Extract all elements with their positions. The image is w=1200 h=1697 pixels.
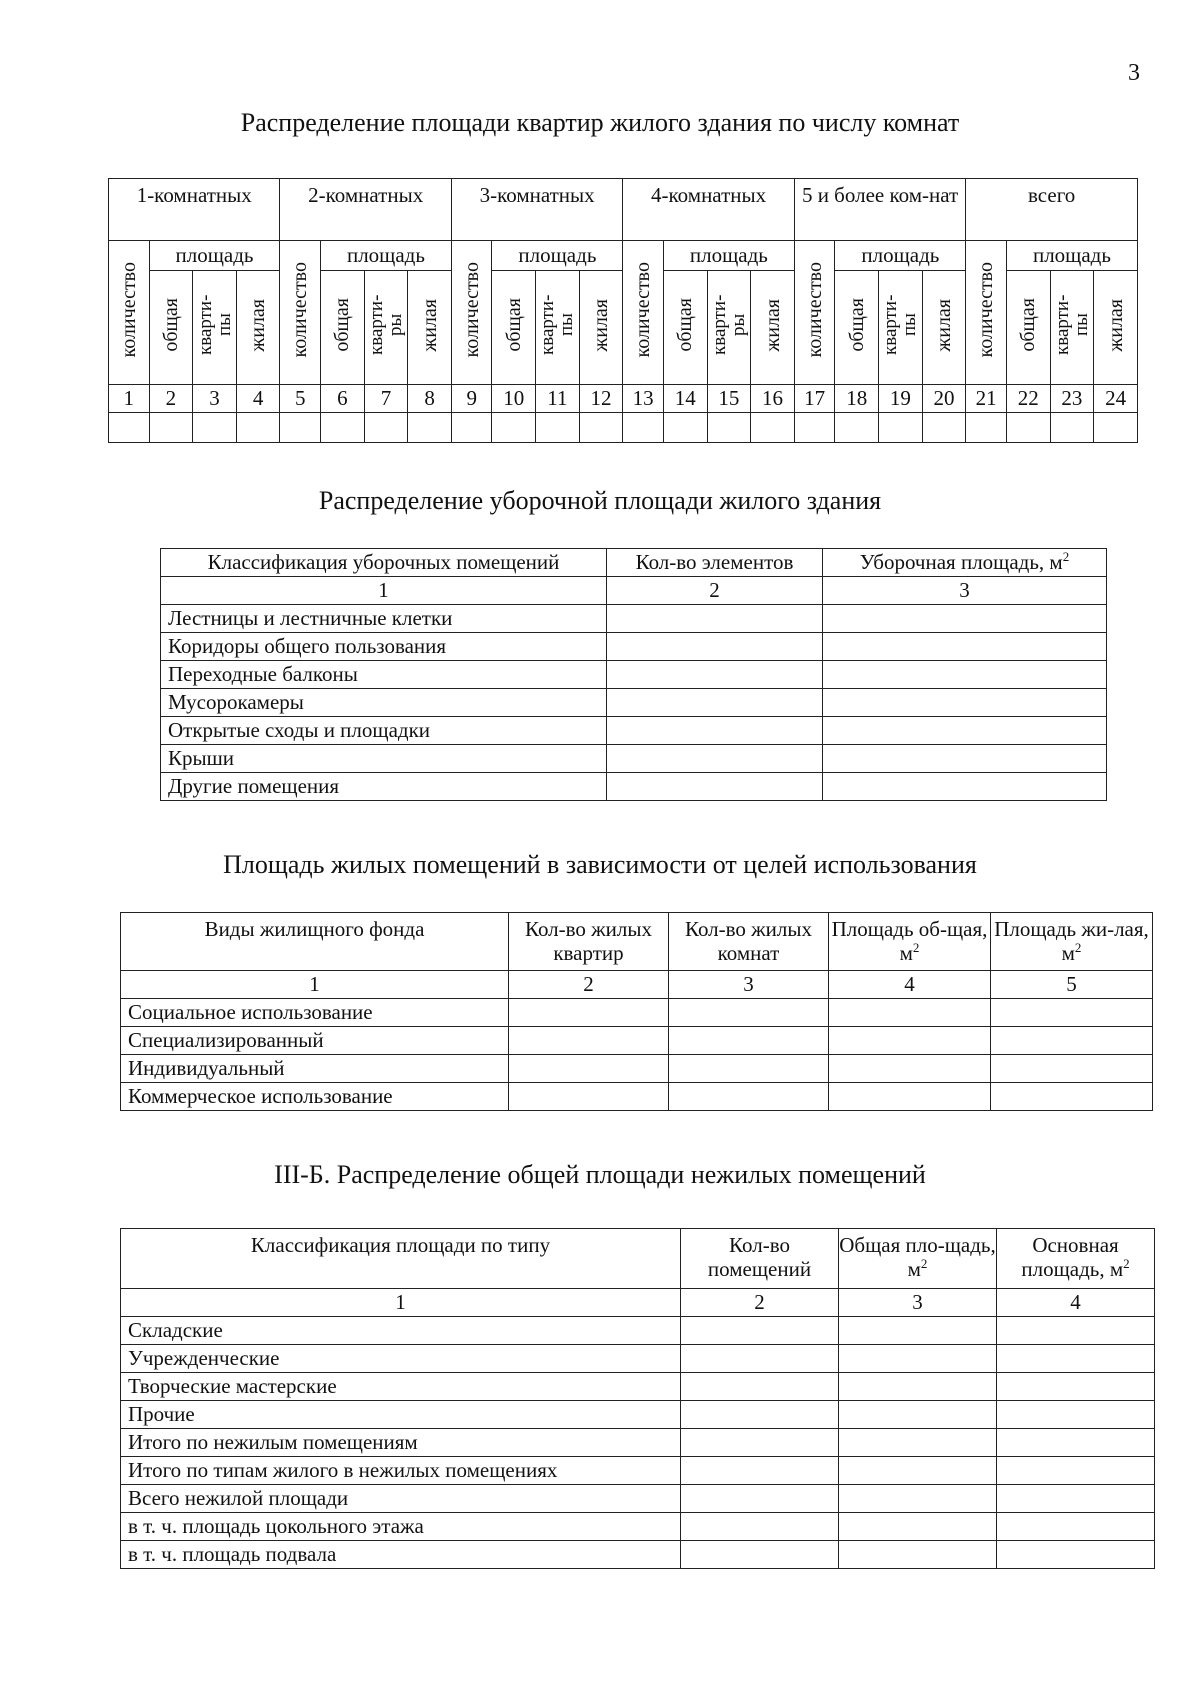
row-label: в т. ч. площадь подвала <box>121 1541 681 1569</box>
empty-cell <box>509 1083 669 1111</box>
column-number: 20 <box>922 385 966 413</box>
empty-cell <box>997 1513 1155 1541</box>
row-label: Коридоры общего пользования <box>161 633 607 661</box>
column-number: 2 <box>509 971 669 999</box>
empty-cell <box>669 1055 829 1083</box>
count-header: количество <box>966 241 1007 385</box>
column-number: 6 <box>321 385 365 413</box>
empty-cell <box>536 413 580 443</box>
column-number: 23 <box>1050 385 1094 413</box>
row-label: Всего нежилой площади <box>121 1485 681 1513</box>
column-number: 3 <box>823 577 1107 605</box>
area-subheader: общая <box>1006 271 1050 385</box>
area-subheader: кварти-пы <box>536 271 580 385</box>
row-label: Индивидуальный <box>121 1055 509 1083</box>
empty-cell <box>823 773 1107 801</box>
table2-title: Распределение уборочной площади жилого здания <box>318 486 882 515</box>
table-row <box>161 745 1107 773</box>
empty-cell <box>408 413 452 443</box>
column-number: 9 <box>451 385 492 413</box>
row-label: Специализированный <box>121 1027 509 1055</box>
group-header: 1-комнатных <box>109 179 280 241</box>
empty-cell <box>509 1027 669 1055</box>
empty-cell <box>839 1541 997 1569</box>
empty-cell <box>839 1401 997 1429</box>
header-cell: Кол-во помещений <box>681 1229 839 1289</box>
table-row <box>121 1485 1155 1513</box>
table-row <box>121 1541 1155 1569</box>
column-number: 18 <box>835 385 879 413</box>
empty-cell <box>193 413 237 443</box>
empty-cell <box>823 745 1107 773</box>
header-cell: Классификация площади по типу <box>121 1229 681 1289</box>
area-subheader: жилая <box>236 271 280 385</box>
area-subheader: кварти-ры <box>707 271 751 385</box>
column-number: 3 <box>193 385 237 413</box>
header-cell: Общая пло-щадь, $м^2$ <box>839 1229 997 1289</box>
count-header: количество <box>623 241 664 385</box>
empty-cell <box>607 661 823 689</box>
empty-cell <box>669 1083 829 1111</box>
empty-cell <box>681 1485 839 1513</box>
table3-title: Площадь жилых помещений в зависимости от целей использования <box>223 850 977 879</box>
empty-cell <box>997 1401 1155 1429</box>
count-header: количество <box>280 241 321 385</box>
area-subheader: кварти-ры <box>364 271 408 385</box>
empty-cell <box>835 413 879 443</box>
empty-cell <box>681 1373 839 1401</box>
row-label: Переходные балконы <box>161 661 607 689</box>
table-row <box>121 1401 1155 1429</box>
column-number: 1 <box>121 1289 681 1317</box>
empty-cell <box>509 1055 669 1083</box>
column-number: 3 <box>839 1289 997 1317</box>
table-row <box>161 661 1107 689</box>
area-subheader: жилая <box>1094 271 1138 385</box>
group-header: 3-комнатных <box>451 179 622 241</box>
table-row <box>121 1083 1153 1111</box>
column-number: 1 <box>161 577 607 605</box>
group-header: 5 и более ком-нат <box>794 179 966 241</box>
area-subheader: общая <box>835 271 879 385</box>
empty-cell <box>794 413 835 443</box>
empty-cell <box>751 413 795 443</box>
column-number: 4 <box>829 971 991 999</box>
empty-cell <box>991 1055 1153 1083</box>
empty-cell <box>681 1345 839 1373</box>
column-number: 5 <box>280 385 321 413</box>
empty-cell <box>997 1429 1155 1457</box>
area-subheader: кварти-пы <box>1050 271 1094 385</box>
table-row <box>121 1055 1153 1083</box>
empty-cell <box>823 689 1107 717</box>
row-label: Крыши <box>161 745 607 773</box>
empty-cell <box>607 689 823 717</box>
header-cell: Виды жилищного фонда <box>121 913 509 971</box>
column-number: 7 <box>364 385 408 413</box>
row-label: Мусорокамеры <box>161 689 607 717</box>
row-label: Открытые сходы и площадки <box>161 717 607 745</box>
count-header: количество <box>451 241 492 385</box>
empty-cell <box>997 1373 1155 1401</box>
empty-cell <box>321 413 365 443</box>
area-subheader: общая <box>663 271 707 385</box>
table-row <box>121 999 1153 1027</box>
area-subheader: кварти-пы <box>193 271 237 385</box>
empty-cell <box>681 1429 839 1457</box>
empty-cell <box>579 413 623 443</box>
header-cell: Площадь об-щая, $м^2$ <box>829 913 991 971</box>
empty-cell <box>997 1317 1155 1345</box>
empty-cell <box>1006 413 1050 443</box>
empty-cell <box>364 413 408 443</box>
column-number: 1 <box>121 971 509 999</box>
row-label: Прочие <box>121 1401 681 1429</box>
area-subheader: жилая <box>408 271 452 385</box>
empty-cell <box>681 1317 839 1345</box>
empty-cell <box>879 413 923 443</box>
empty-cell <box>997 1457 1155 1485</box>
table-row <box>121 1027 1153 1055</box>
column-number: 4 <box>236 385 280 413</box>
residential-use-table <box>120 912 1153 1111</box>
column-number: 21 <box>966 385 1007 413</box>
header-cell: Уборочная площадь, $м^2$ <box>823 549 1107 577</box>
header-cell: Кол-во элементов <box>607 549 823 577</box>
area-header: площадь <box>835 241 966 271</box>
table-row <box>121 1373 1155 1401</box>
empty-cell <box>991 1027 1153 1055</box>
empty-cell <box>681 1457 839 1485</box>
row-label: в т. ч. площадь цокольного этажа <box>121 1513 681 1541</box>
column-number: 14 <box>663 385 707 413</box>
area-header: площадь <box>492 241 623 271</box>
table-row <box>161 605 1107 633</box>
empty-cell <box>681 1401 839 1429</box>
empty-cell <box>839 1429 997 1457</box>
empty-cell <box>966 413 1007 443</box>
area-subheader: жилая <box>751 271 795 385</box>
empty-cell <box>997 1541 1155 1569</box>
empty-cell <box>492 413 536 443</box>
empty-cell <box>829 1055 991 1083</box>
empty-cell <box>829 1083 991 1111</box>
area-subheader: кварти-пы <box>879 271 923 385</box>
empty-cell <box>663 413 707 443</box>
empty-cell <box>997 1345 1155 1373</box>
empty-cell <box>707 413 751 443</box>
column-number: 10 <box>492 385 536 413</box>
empty-cell <box>839 1485 997 1513</box>
column-number: 24 <box>1094 385 1138 413</box>
empty-cell <box>823 633 1107 661</box>
empty-cell <box>839 1513 997 1541</box>
column-number: 2 <box>607 577 823 605</box>
cleaning-area-table <box>160 548 1107 801</box>
area-subheader: общая <box>321 271 365 385</box>
empty-cell <box>839 1317 997 1345</box>
column-number: 17 <box>794 385 835 413</box>
column-number: 16 <box>751 385 795 413</box>
empty-cell <box>607 633 823 661</box>
table-row <box>161 689 1107 717</box>
column-number: 5 <box>991 971 1153 999</box>
empty-cell <box>681 1513 839 1541</box>
empty-cell <box>109 413 150 443</box>
column-number: 2 <box>681 1289 839 1317</box>
empty-cell <box>623 413 664 443</box>
header-cell: Классификация уборочных помещений <box>161 549 607 577</box>
area-subheader: общая <box>492 271 536 385</box>
header-cell: Основная площадь, $м^2$ <box>997 1229 1155 1289</box>
empty-cell <box>991 1083 1153 1111</box>
group-header: 2-комнатных <box>280 179 451 241</box>
area-header: площадь <box>149 241 280 271</box>
column-number: 19 <box>879 385 923 413</box>
row-label: Другие помещения <box>161 773 607 801</box>
empty-cell <box>607 745 823 773</box>
row-label: Складские <box>121 1317 681 1345</box>
table-row <box>161 633 1107 661</box>
empty-cell <box>839 1457 997 1485</box>
count-header: количество <box>109 241 150 385</box>
empty-cell <box>839 1373 997 1401</box>
column-number: 13 <box>623 385 664 413</box>
column-number: 4 <box>997 1289 1155 1317</box>
non-residential-area-table <box>120 1228 1155 1569</box>
header-cell: Кол-во жилых комнат <box>669 913 829 971</box>
table-row <box>121 1513 1155 1541</box>
table-row <box>161 773 1107 801</box>
header-cell: Площадь жи-лая, $м^2$ <box>991 913 1153 971</box>
column-number: 1 <box>109 385 150 413</box>
empty-cell <box>509 999 669 1027</box>
count-header: количество <box>794 241 835 385</box>
empty-cell <box>997 1485 1155 1513</box>
column-number: 8 <box>408 385 452 413</box>
row-label: Социальное использование <box>121 999 509 1027</box>
empty-cell <box>1050 413 1094 443</box>
empty-cell <box>607 773 823 801</box>
empty-cell <box>669 1027 829 1055</box>
table-row <box>121 1429 1155 1457</box>
empty-cell <box>681 1541 839 1569</box>
table-row <box>121 1317 1155 1345</box>
group-header: 4-комнатных <box>623 179 794 241</box>
row-label: Коммерческое использование <box>121 1083 509 1111</box>
table-row <box>121 1345 1155 1373</box>
empty-cell <box>149 413 193 443</box>
column-number: 12 <box>579 385 623 413</box>
empty-cell <box>922 413 966 443</box>
area-header: площадь <box>1006 241 1137 271</box>
area-subheader: жилая <box>579 271 623 385</box>
row-label: Лестницы и лестничные клетки <box>161 605 607 633</box>
row-label: Учрежденческие <box>121 1345 681 1373</box>
empty-cell <box>236 413 280 443</box>
empty-cell <box>829 999 991 1027</box>
empty-cell <box>607 717 823 745</box>
column-number: 15 <box>707 385 751 413</box>
row-label: Итого по нежилым помещениям <box>121 1429 681 1457</box>
empty-cell <box>839 1345 997 1373</box>
area-subheader: общая <box>149 271 193 385</box>
empty-cell <box>823 605 1107 633</box>
empty-cell <box>823 717 1107 745</box>
empty-cell <box>451 413 492 443</box>
empty-cell <box>1094 413 1138 443</box>
empty-cell <box>823 661 1107 689</box>
empty-cell <box>607 605 823 633</box>
area-header: площадь <box>321 241 452 271</box>
apartments-by-rooms-table <box>108 178 1138 443</box>
empty-cell <box>669 999 829 1027</box>
column-number: 22 <box>1006 385 1050 413</box>
column-number: 3 <box>669 971 829 999</box>
empty-cell <box>280 413 321 443</box>
empty-cell <box>991 999 1153 1027</box>
empty-cell <box>829 1027 991 1055</box>
table-row <box>161 717 1107 745</box>
area-header: площадь <box>663 241 794 271</box>
column-number: 11 <box>536 385 580 413</box>
column-number: 2 <box>149 385 193 413</box>
area-subheader: жилая <box>922 271 966 385</box>
row-label: Творческие мастерские <box>121 1373 681 1401</box>
header-cell: Кол-во жилых квартир <box>509 913 669 971</box>
group-header: всего <box>966 179 1138 241</box>
row-label: Итого по типам жилого в нежилых помещениях <box>121 1457 681 1485</box>
page-number: 3 <box>1128 60 1140 86</box>
table4-title: III-Б. Распределение общей площади нежилых помещений <box>274 1160 926 1189</box>
table1-title: Распределение площади квартир жилого здания по числу комнат <box>240 108 960 137</box>
table-row <box>121 1457 1155 1485</box>
